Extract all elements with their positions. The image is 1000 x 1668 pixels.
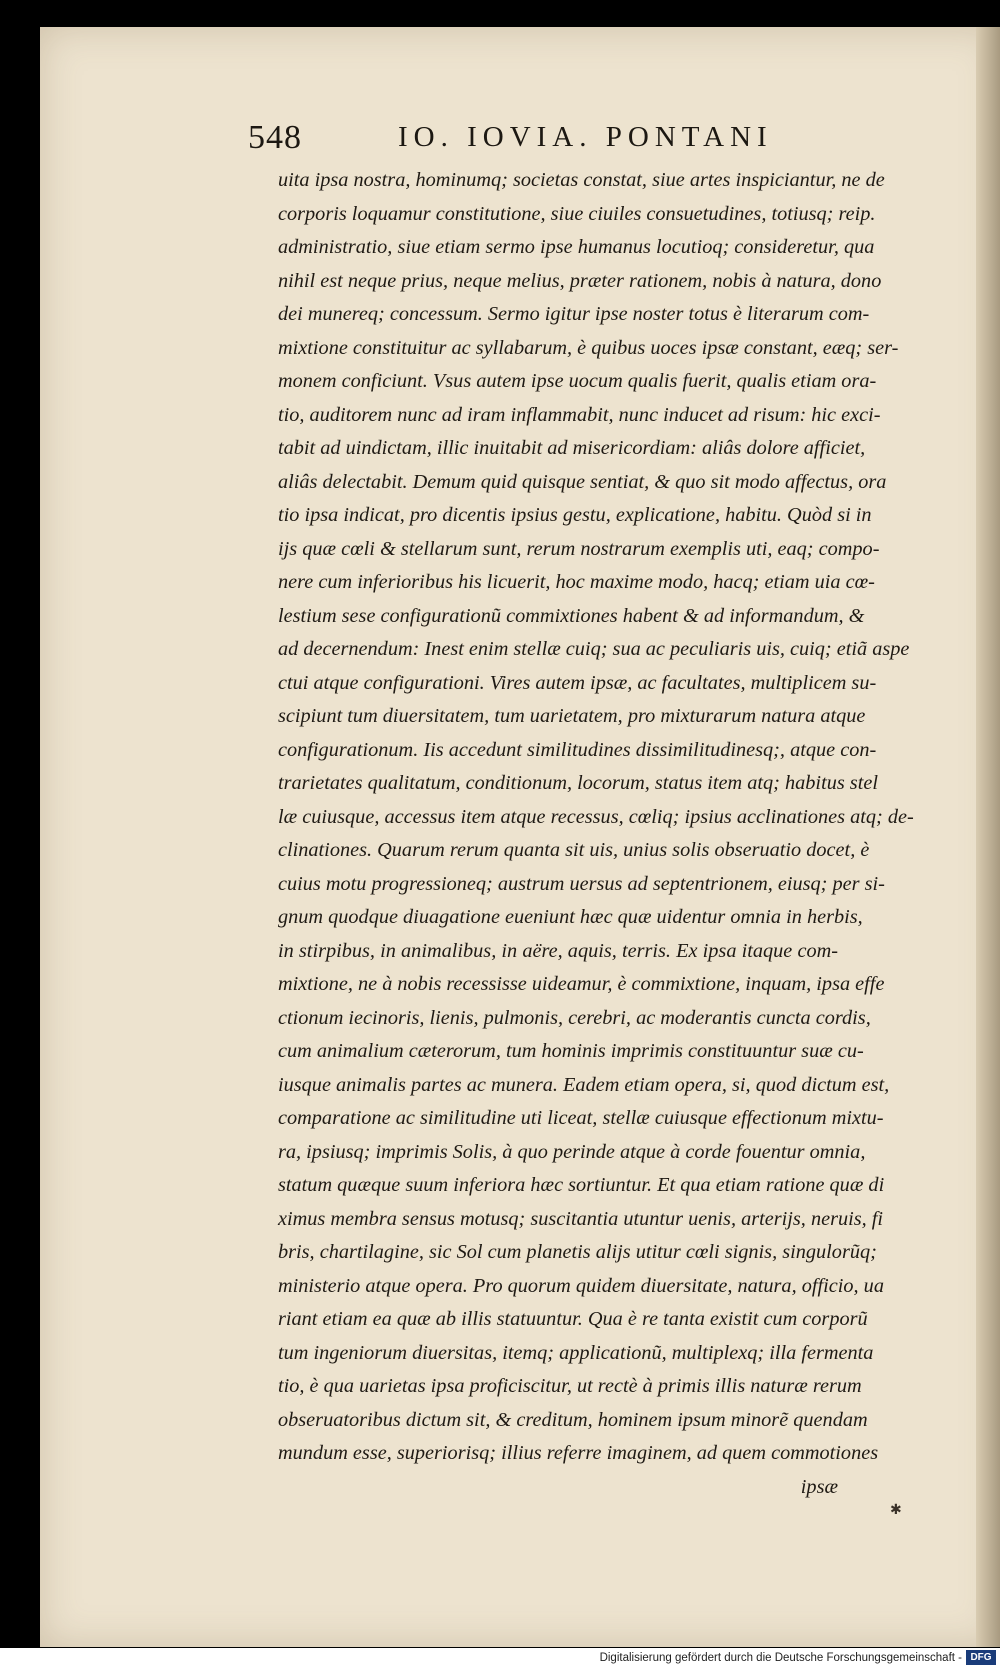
text-line: mundum esse, superiorisq; illius referre imaginem, ad quem commotiones [278, 1442, 879, 1464]
text-line: administratio, siue etiam sermo ipse humanus locutioq; consideretur, qua [278, 236, 875, 258]
text-line: ctui atque configurationi. Vires autem ipsæ, ac facultates, multiplicem su- [278, 671, 877, 694]
text-line: tio ipsa indicat, pro dicentis ipsius gestu, explicatione, habitu. Quòd si in [278, 504, 872, 526]
text-line: tum ingeniorum diuersitas, itemq; applicationũ, multiplexq; illa fermenta [278, 1341, 874, 1364]
text-line: tabit ad uindictam, illic inuitabit ad misericordiam: aliâs dolore afficiet, [278, 437, 866, 459]
book-page [40, 27, 1000, 1647]
text-line: configurationum. Iis accedunt similitudines dissimilitudinesq;, atque con- [278, 738, 877, 761]
text-line: trarietates qualitatum, conditionum, locorum, status item atq; habitus stel [278, 772, 878, 794]
text-line: ipsæ [800, 1475, 838, 1498]
text-line: cum animalium cæterorum, tum hominis imprimis constituuntur suæ cu- [278, 1040, 864, 1062]
text-line: mixtione constituitur ac syllabarum, è quibus uoces ipsæ constant, eæq; ser- [278, 336, 899, 359]
text-line: monem conficiunt. Vsus autem ipse uocum qualis fuerit, qualis etiam ora- [278, 370, 877, 392]
text-line: tio, è qua uarietas ipsa proficiscitur, ut rectè à primis illis naturæ rerum [278, 1375, 862, 1397]
text-line: ra, ipsiusq; imprimis Solis, à quo perinde atque à corde fouentur omnia, [278, 1140, 866, 1163]
text-line: clinationes. Quarum rerum quanta sit uis, unius solis obseruatio docet, è [278, 839, 870, 861]
text-line: tio, auditorem nunc ad iram inflammabit, nunc inducet ad risum: hic exci- [278, 403, 881, 426]
text-line: ximus membra sensus motusq; suscitantia utuntur uenis, arterijs, neruis, fi [278, 1207, 884, 1230]
text-line: in stirpibus, in animalibus, in aëre, aquis, terris. Ex ipsa itaque com- [278, 939, 838, 962]
text-line: aliâs delectabit. Demum quid quisque sentiat, & quo sit modo affectus, ora [278, 470, 887, 493]
dfg-logo: DFG [966, 1650, 996, 1665]
body-text [278, 164, 914, 1504]
text-line: ijs quæ cœli & stellarum sunt, rerum nostrarum exemplis uti, eaq; compo- [278, 537, 880, 560]
text-line: cuius motu progressioneq; austrum uersus ad septentrionem, eiusq; per si- [278, 872, 885, 895]
text-line: ad decernendum: Inest enim stellæ cuiq; sua ac peculiaris uis, cuiq; etiã aspe [278, 638, 910, 660]
running-title: IO. IOVIA. PONTANI [398, 121, 773, 153]
text-line: bris, chartilagine, sic Sol cum planetis alijs utitur cœli signis, singulorũq; [278, 1241, 877, 1263]
text-line: mixtione, ne à nobis recessisse uideamur, è commixtione, inquam, ipsa effe [278, 973, 885, 995]
digitization-footer [0, 1648, 1000, 1668]
text-line: iusque animalis partes ac munera. Eadem etiam opera, si, quod dictum est, [278, 1073, 890, 1096]
text-line: comparatione ac similitudine uti liceat, stellæ cuiusque effectionum mixtu- [278, 1107, 884, 1129]
text-line: statum quæque suum inferiora hæc sortiuntur. Et qua etiam ratione quæ di [278, 1174, 885, 1196]
text-line: læ cuiusque, accessus item atque recessus, cœliq; ipsius acclinationes atq; de- [278, 805, 914, 828]
text-line: ctionum iecinoris, lienis, pulmonis, cerebri, ac moderantis cuncta cordis, [278, 1006, 871, 1029]
text-line: riant etiam ea quæ ab illis statuuntur. Qua è re tanta existit cum corporũ [278, 1308, 868, 1330]
page-header [248, 119, 820, 169]
page-number: 548 [248, 119, 302, 156]
text-line: nihil est neque prius, neque melius, præter rationem, nobis à natura, dono [278, 269, 882, 292]
text-line: nere cum inferioribus his licuerit, hoc maxime modo, hacq; etiam uia cœ- [278, 571, 875, 593]
text-line: lestium sese configurationũ commixtiones habent & ad informandum, & [278, 604, 865, 627]
text-line: corporis loquamur constitutione, siue ciuiles consuetudines, totiusq; reip. [278, 202, 876, 225]
text-line: uita ipsa nostra, hominumq; societas constat, siue artes inspiciantur, ne de [278, 169, 885, 191]
text-line: dei munereq; concessum. Sermo igitur ipse noster totus è literarum com- [278, 303, 870, 325]
text-line: obseruatoribus dictum sit, & creditum, hominem ipsum minorẽ quendam [278, 1408, 868, 1431]
text-line: gnum quodque diuagatione eueniunt hæc quæ uidentur omnia in herbis, [278, 906, 863, 928]
text-line: scipiunt tum diuersitatem, tum uarietatem, pro mixturarum natura atque [278, 705, 866, 727]
printer-mark-icon: ✱ [890, 1502, 902, 1518]
funding-credit: Digitalisierung gefördert durch die Deutsche Forschungsgemeinschaft - [599, 1652, 962, 1664]
text-line: ministerio atque opera. Pro quorum quidem diuersitate, natura, officio, ua [278, 1274, 884, 1297]
page-gutter-shadow [976, 27, 1000, 1647]
